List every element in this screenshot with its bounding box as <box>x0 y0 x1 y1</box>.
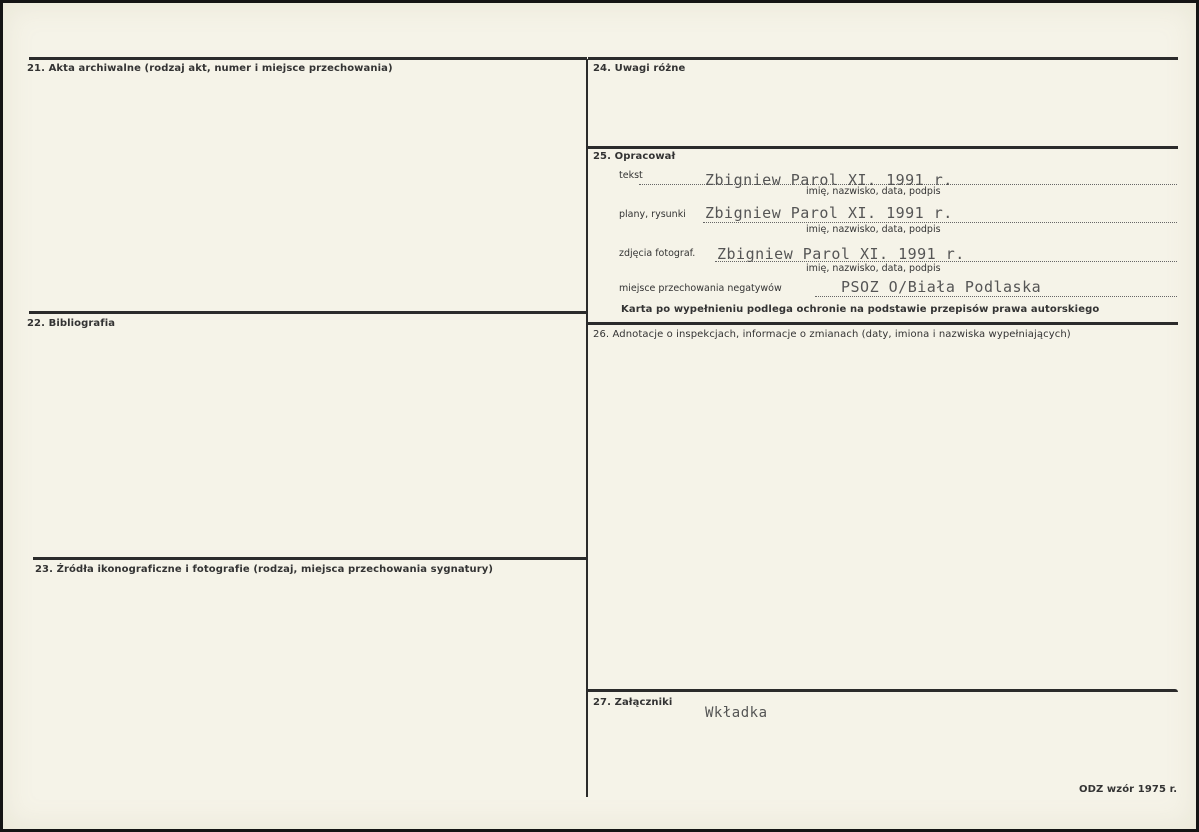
negatywy-dotted-line <box>815 296 1177 297</box>
plany-value: Zbigniew Parol XI. 1991 r. <box>705 204 953 222</box>
section-22-label: 22. Bibliografia <box>27 318 116 329</box>
rule-25 <box>588 146 1178 149</box>
tekst-label: tekst <box>619 170 643 181</box>
plany-label: plany, rysunki <box>619 209 686 220</box>
attachment-value: Wkładka <box>705 705 768 721</box>
tekst-caption: imię, nazwisko, data, podpis <box>806 186 941 197</box>
form-footer: ODZ wzór 1975 r. <box>1079 784 1178 795</box>
section-21-label: 21. Akta archiwalne (rodzaj akt, numer i miejsce przechowania) <box>27 63 393 74</box>
section-27-label: 27. Załączniki <box>593 697 673 708</box>
copyright-notice: Karta po wypełnieniu podlega ochronie na podstawie przepisów prawa autorskiego <box>621 304 1100 315</box>
rule-26 <box>588 322 1178 325</box>
section-24-label: 24. Uwagi różne <box>593 63 686 74</box>
inventory-card <box>3 3 1196 829</box>
plany-caption: imię, nazwisko, data, podpis <box>806 224 941 235</box>
zdjecia-label: zdjęcia fotograf. <box>619 248 696 259</box>
plany-dotted-line <box>703 222 1177 223</box>
zdjecia-caption: imię, nazwisko, data, podpis <box>806 263 941 274</box>
rule-27 <box>588 689 1178 692</box>
section-26-label: 26. Adnotacje o inspekcjach, informacje o zmianach (daty, imiona i nazwiska wypełniających) <box>593 329 1071 340</box>
top-rule-left <box>29 57 587 60</box>
rule-22 <box>29 311 586 314</box>
section-23-label: 23. Źródła ikonograficzne i fotografie (rodzaj, miejsca przechowania sygnatury) <box>35 564 494 575</box>
rule-23 <box>33 557 586 560</box>
top-rule-right <box>588 57 1178 60</box>
negatywy-label: miejsce przechowania negatywów <box>619 283 782 294</box>
negatywy-value: PSOZ O/Biała Podlaska <box>841 278 1042 296</box>
section-25-label: 25. Opracował <box>593 151 676 162</box>
vertical-divider <box>586 59 588 797</box>
tekst-value: Zbigniew Parol XI. 1991 r. <box>705 171 953 189</box>
zdjecia-value: Zbigniew Parol XI. 1991 r. <box>717 245 965 263</box>
